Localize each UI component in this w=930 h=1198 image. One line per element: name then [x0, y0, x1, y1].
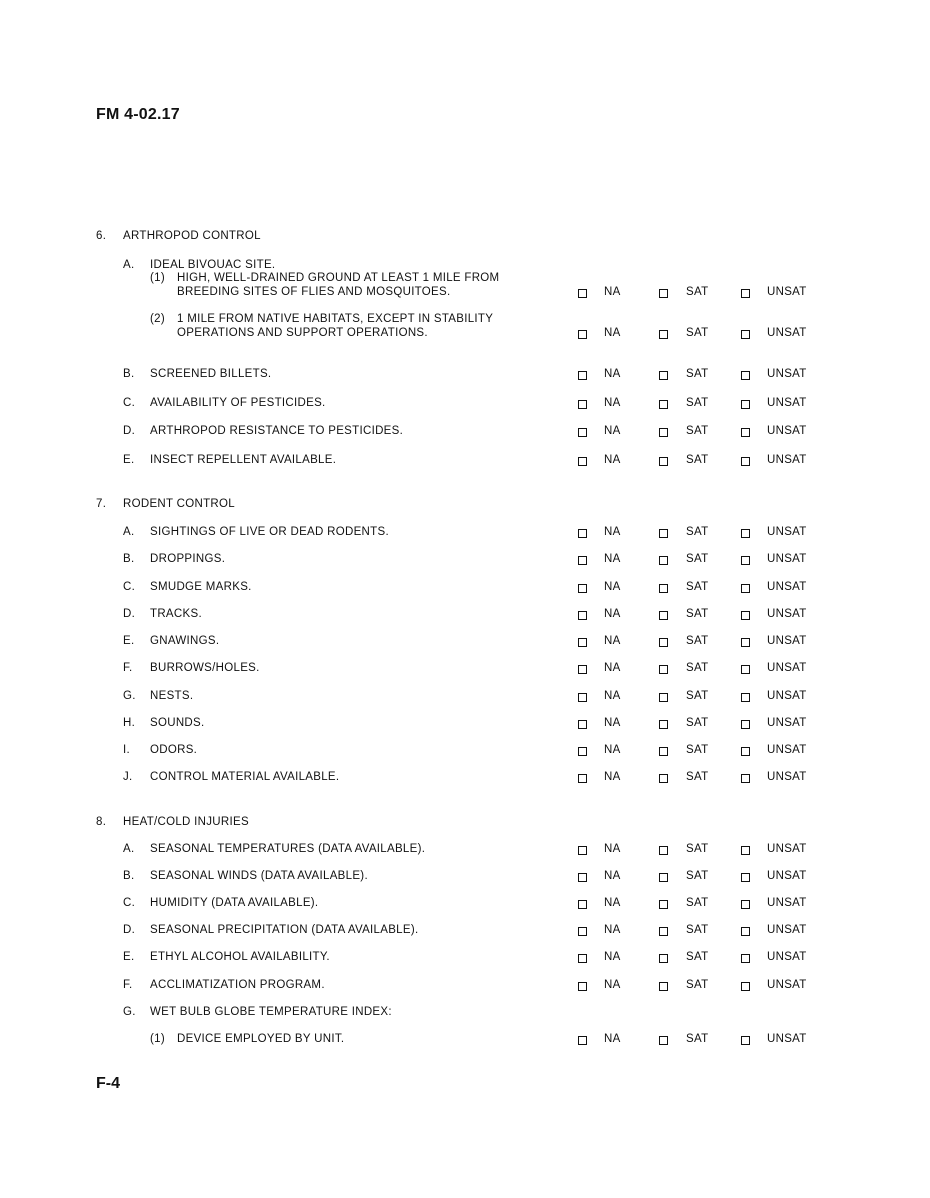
checkbox-unsat[interactable] [741, 846, 750, 855]
checkbox-na[interactable] [578, 774, 587, 783]
option-label-na: NA [604, 662, 621, 674]
checkbox-sat[interactable] [659, 638, 668, 647]
item-label [150, 717, 205, 731]
option-label-sat: SAT [686, 368, 709, 380]
option-label-sat: SAT [686, 286, 709, 298]
item-number: C. [123, 397, 136, 409]
item-label-line: INSECT REPELLENT AVAILABLE. [150, 454, 337, 466]
option-label-unsat: UNSAT [767, 425, 807, 437]
option-label-na: NA [604, 454, 621, 466]
option-label-na: NA [604, 581, 621, 593]
checkbox-na[interactable] [578, 289, 587, 298]
option-label-na: NA [604, 425, 621, 437]
checkbox-na[interactable] [578, 529, 587, 538]
checkbox-na[interactable] [578, 584, 587, 593]
checkbox-na[interactable] [578, 638, 587, 647]
checkbox-unsat[interactable] [741, 1036, 750, 1045]
option-label-sat: SAT [686, 924, 709, 936]
checkbox-unsat[interactable] [741, 556, 750, 565]
item-number: 7. [96, 498, 107, 510]
option-label-unsat: UNSAT [767, 717, 807, 729]
option-label-sat: SAT [686, 717, 709, 729]
checkbox-na[interactable] [578, 556, 587, 565]
item-label [150, 690, 193, 704]
option-label-unsat: UNSAT [767, 327, 807, 339]
checkbox-unsat[interactable] [741, 428, 750, 437]
option-label-sat: SAT [686, 425, 709, 437]
item-number: D. [123, 608, 136, 620]
option-label-unsat: UNSAT [767, 897, 807, 909]
item-number: A. [123, 526, 135, 538]
option-label-na: NA [604, 397, 621, 409]
item-number: E. [123, 454, 135, 466]
option-label-sat: SAT [686, 843, 709, 855]
checkbox-unsat[interactable] [741, 774, 750, 783]
option-label-sat: SAT [686, 581, 709, 593]
item-label [150, 608, 202, 622]
item-label-line: 1 MILE FROM NATIVE HABITATS, EXCEPT IN STABILITY [177, 313, 494, 325]
item-number: E. [123, 635, 135, 647]
item-label-line: OPERATIONS AND SUPPORT OPERATIONS. [177, 326, 428, 339]
checkbox-unsat[interactable] [741, 873, 750, 882]
option-label-na: NA [604, 553, 621, 565]
option-label-sat: SAT [686, 327, 709, 339]
option-label-unsat: UNSAT [767, 397, 807, 409]
item-number: E. [123, 951, 135, 963]
item-number: B. [123, 870, 135, 882]
checkbox-unsat[interactable] [741, 371, 750, 380]
checkbox-na[interactable] [578, 873, 587, 882]
checkbox-na[interactable] [578, 400, 587, 409]
checkbox-unsat[interactable] [741, 900, 750, 909]
option-label-na: NA [604, 526, 621, 538]
option-label-unsat: UNSAT [767, 870, 807, 882]
item-label-line: ACCLIMATIZATION PROGRAM. [150, 979, 325, 991]
option-label-sat: SAT [686, 635, 709, 647]
checkbox-unsat[interactable] [741, 529, 750, 538]
option-label-na: NA [604, 897, 621, 909]
item-label [123, 230, 261, 244]
checkbox-unsat[interactable] [741, 720, 750, 729]
item-label-line: DROPPINGS. [150, 553, 226, 565]
item-label [150, 454, 336, 468]
item-number: F. [123, 662, 133, 674]
option-label-na: NA [604, 744, 621, 756]
item-label [150, 662, 260, 676]
item-label [123, 498, 235, 512]
checkbox-na[interactable] [578, 982, 587, 991]
item-label-line: SEASONAL PRECIPITATION (DATA AVAILABLE). [150, 924, 419, 936]
checkbox-unsat[interactable] [741, 584, 750, 593]
option-label-unsat: UNSAT [767, 924, 807, 936]
item-label-line: HEAT/COLD INJURIES [123, 816, 249, 828]
checkbox-sat[interactable] [659, 846, 668, 855]
checkbox-sat[interactable] [659, 693, 668, 702]
item-label [150, 744, 197, 758]
page-number: F-4 [96, 1075, 120, 1092]
option-label-na: NA [604, 690, 621, 702]
option-label-na: NA [604, 286, 621, 298]
item-label [150, 397, 326, 411]
item-label-line: ODORS. [150, 744, 198, 756]
item-label-line: ARTHROPOD RESISTANCE TO PESTICIDES. [150, 425, 404, 437]
option-label-unsat: UNSAT [767, 635, 807, 647]
item-label [150, 951, 330, 965]
checkbox-unsat[interactable] [741, 927, 750, 936]
checkbox-sat[interactable] [659, 371, 668, 380]
checkbox-unsat[interactable] [741, 665, 750, 674]
option-label-sat: SAT [686, 1033, 709, 1045]
item-number: 8. [96, 816, 107, 828]
item-number: (1) [150, 1033, 165, 1045]
item-label [150, 526, 389, 540]
checkbox-sat[interactable] [659, 289, 668, 298]
option-label-unsat: UNSAT [767, 608, 807, 620]
item-number: D. [123, 924, 136, 936]
checkbox-na[interactable] [578, 428, 587, 437]
checkbox-unsat[interactable] [741, 400, 750, 409]
item-label [150, 771, 339, 785]
checkbox-unsat[interactable] [741, 611, 750, 620]
item-label [150, 897, 318, 911]
checkbox-na[interactable] [578, 747, 587, 756]
option-label-na: NA [604, 608, 621, 620]
item-label-line: SEASONAL TEMPERATURES (DATA AVAILABLE). [150, 843, 426, 855]
item-label-line: CONTROL MATERIAL AVAILABLE. [150, 771, 340, 783]
checkbox-unsat[interactable] [741, 693, 750, 702]
item-label [150, 870, 368, 884]
item-number: F. [123, 979, 133, 991]
item-label-line: NESTS. [150, 690, 194, 702]
option-label-na: NA [604, 635, 621, 647]
checkbox-na[interactable] [578, 720, 587, 729]
option-label-unsat: UNSAT [767, 581, 807, 593]
item-label-line: RODENT CONTROL [123, 498, 235, 510]
option-label-sat: SAT [686, 951, 709, 963]
item-label-line: SIGHTINGS OF LIVE OR DEAD RODENTS. [150, 526, 389, 538]
item-label-line: BREEDING SITES OF FLIES AND MOSQUITOES. [177, 285, 451, 298]
option-label-unsat: UNSAT [767, 368, 807, 380]
option-label-na: NA [604, 979, 621, 991]
option-label-sat: SAT [686, 979, 709, 991]
item-number: C. [123, 581, 136, 593]
checkbox-sat[interactable] [659, 720, 668, 729]
item-label-line: ARTHROPOD CONTROL [123, 230, 261, 242]
option-label-unsat: UNSAT [767, 690, 807, 702]
item-number: (1) [150, 272, 165, 284]
checkbox-na[interactable] [578, 371, 587, 380]
item-label-line: SMUDGE MARKS. [150, 581, 252, 593]
item-number: J. [123, 771, 133, 783]
item-number: A. [123, 259, 135, 271]
option-label-sat: SAT [686, 454, 709, 466]
item-number: G. [123, 1006, 136, 1018]
item-label [177, 272, 499, 299]
option-label-na: NA [604, 717, 621, 729]
checkbox-sat[interactable] [659, 529, 668, 538]
checkbox-sat[interactable] [659, 428, 668, 437]
option-label-unsat: UNSAT [767, 843, 807, 855]
item-label-line: SOUNDS. [150, 717, 205, 729]
option-label-na: NA [604, 327, 621, 339]
checkbox-sat[interactable] [659, 665, 668, 674]
checkbox-unsat[interactable] [741, 457, 750, 466]
checkbox-na[interactable] [578, 954, 587, 963]
checkbox-sat[interactable] [659, 400, 668, 409]
item-label-line: SEASONAL WINDS (DATA AVAILABLE). [150, 870, 368, 882]
option-label-unsat: UNSAT [767, 951, 807, 963]
item-number: B. [123, 368, 135, 380]
checkbox-sat[interactable] [659, 747, 668, 756]
option-label-unsat: UNSAT [767, 662, 807, 674]
option-label-na: NA [604, 1033, 621, 1045]
item-label-line: HUMIDITY (DATA AVAILABLE). [150, 897, 319, 909]
option-label-sat: SAT [686, 690, 709, 702]
option-label-sat: SAT [686, 870, 709, 882]
item-label [150, 1006, 392, 1020]
option-label-unsat: UNSAT [767, 286, 807, 298]
checkbox-na[interactable] [578, 693, 587, 702]
item-label-line: HIGH, WELL-DRAINED GROUND AT LEAST 1 MILE FROM [177, 272, 500, 284]
checkbox-sat[interactable] [659, 927, 668, 936]
option-label-sat: SAT [686, 771, 709, 783]
option-label-unsat: UNSAT [767, 1033, 807, 1045]
item-label-line: IDEAL BIVOUAC SITE. [150, 259, 276, 271]
item-label-line: BURROWS/HOLES. [150, 662, 260, 674]
item-number: D. [123, 425, 136, 437]
item-number: I. [123, 744, 130, 756]
checkbox-unsat[interactable] [741, 747, 750, 756]
option-label-sat: SAT [686, 744, 709, 756]
item-label [150, 979, 325, 993]
option-label-unsat: UNSAT [767, 454, 807, 466]
option-label-sat: SAT [686, 897, 709, 909]
option-label-sat: SAT [686, 608, 709, 620]
item-label-line: AVAILABILITY OF PESTICIDES. [150, 397, 326, 409]
item-label-line: ETHYL ALCOHOL AVAILABILITY. [150, 951, 330, 963]
checkbox-sat[interactable] [659, 873, 668, 882]
option-label-na: NA [604, 843, 621, 855]
option-label-na: NA [604, 771, 621, 783]
checkbox-unsat[interactable] [741, 954, 750, 963]
item-number: (2) [150, 313, 165, 325]
item-label-line: DEVICE EMPLOYED BY UNIT. [177, 1033, 345, 1045]
option-label-na: NA [604, 924, 621, 936]
item-label [150, 368, 271, 382]
item-label-line: GNAWINGS. [150, 635, 220, 647]
checkbox-na[interactable] [578, 457, 587, 466]
item-label [150, 843, 425, 857]
item-label [150, 581, 252, 595]
item-label-line: SCREENED BILLETS. [150, 368, 272, 380]
item-label [150, 425, 403, 439]
option-label-na: NA [604, 368, 621, 380]
item-label [177, 1033, 344, 1047]
item-number: G. [123, 690, 136, 702]
option-label-unsat: UNSAT [767, 771, 807, 783]
checkbox-unsat[interactable] [741, 982, 750, 991]
checkbox-unsat[interactable] [741, 330, 750, 339]
option-label-sat: SAT [686, 397, 709, 409]
item-number: A. [123, 843, 135, 855]
option-label-unsat: UNSAT [767, 744, 807, 756]
option-label-na: NA [604, 870, 621, 882]
option-label-sat: SAT [686, 662, 709, 674]
checkbox-sat[interactable] [659, 954, 668, 963]
checkbox-sat[interactable] [659, 611, 668, 620]
item-number: H. [123, 717, 136, 729]
item-label [150, 924, 418, 938]
item-number: 6. [96, 230, 107, 242]
checkbox-na[interactable] [578, 665, 587, 674]
option-label-na: NA [604, 951, 621, 963]
checkbox-sat[interactable] [659, 584, 668, 593]
checkbox-na[interactable] [578, 330, 587, 339]
option-label-sat: SAT [686, 526, 709, 538]
checkbox-sat[interactable] [659, 900, 668, 909]
item-label [177, 313, 493, 340]
checkbox-sat[interactable] [659, 982, 668, 991]
checkbox-sat[interactable] [659, 1036, 668, 1045]
item-label [123, 816, 249, 830]
checkbox-na[interactable] [578, 611, 587, 620]
item-label-line: WET BULB GLOBE TEMPERATURE INDEX: [150, 1006, 392, 1018]
option-label-sat: SAT [686, 553, 709, 565]
checkbox-sat[interactable] [659, 457, 668, 466]
item-number: C. [123, 897, 136, 909]
option-label-unsat: UNSAT [767, 526, 807, 538]
option-label-unsat: UNSAT [767, 553, 807, 565]
item-label [150, 553, 225, 567]
checkbox-sat[interactable] [659, 330, 668, 339]
item-label [150, 635, 219, 649]
option-label-unsat: UNSAT [767, 979, 807, 991]
item-label-line: TRACKS. [150, 608, 202, 620]
document-id: FM 4-02.17 [96, 106, 180, 123]
checkbox-na[interactable] [578, 846, 587, 855]
checkbox-unsat[interactable] [741, 638, 750, 647]
checkbox-sat[interactable] [659, 774, 668, 783]
checkbox-unsat[interactable] [741, 289, 750, 298]
item-label [150, 259, 275, 273]
checkbox-na[interactable] [578, 927, 587, 936]
checkbox-na[interactable] [578, 1036, 587, 1045]
checkbox-na[interactable] [578, 900, 587, 909]
checkbox-sat[interactable] [659, 556, 668, 565]
item-number: B. [123, 553, 135, 565]
